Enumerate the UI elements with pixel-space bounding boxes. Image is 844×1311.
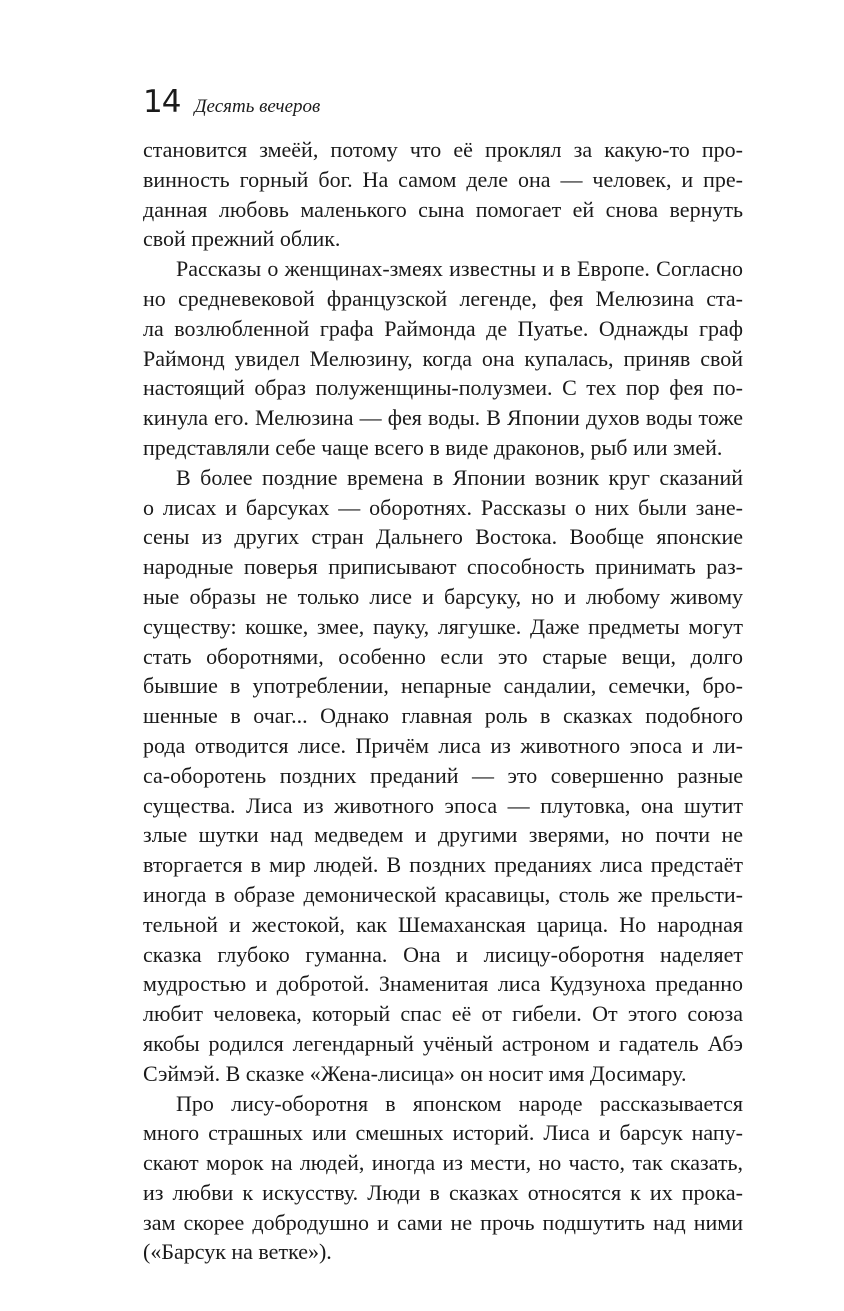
text-line: Раймонд увидел Мелюзину, когда она купалась, приняв свой bbox=[143, 345, 743, 371]
text-line: о лисах и барсуках — оборотнях. Рассказы о них были зане- bbox=[143, 494, 743, 520]
text-line: злые шутки над медведем и другими зверями, но почти не bbox=[143, 822, 743, 848]
text-line: Рассказы о женщинах-змеях известны и в Европе. Согласно bbox=[176, 256, 743, 282]
text-line: скают морок на людей, иногда из мести, но часто, так сказать, bbox=[143, 1150, 743, 1176]
text-line: существу: кошке, змее, пауку, лягушке. Даже предметы могут bbox=[143, 613, 743, 639]
text-line: сены из других стран Дальнего Востока. Вообще японские bbox=[143, 524, 743, 550]
text-line: иногда в образе демонической красавицы, столь же прельсти- bbox=[143, 881, 743, 907]
text-line: винность горный бог. На самом деле она — человек, и пре- bbox=[143, 166, 743, 192]
text-line: кинула его. Мелюзина — фея воды. В Японии духов воды тоже bbox=[143, 405, 743, 431]
text-line: настоящий образ полуженщины-полузмеи. С тех пор фея по- bbox=[143, 375, 743, 401]
running-title: Десять вечеров bbox=[194, 96, 321, 117]
text-line: но средневековой французской легенде, фея Мелюзина ста- bbox=[143, 285, 743, 311]
text-line: ла возлюбленной графа Раймонда де Пуатье. Однажды граф bbox=[143, 315, 743, 341]
paragraph-2 bbox=[143, 254, 743, 463]
text-line: сказка глубоко гуманна. Она и лисицу-оборотня наделяет bbox=[143, 941, 743, 967]
text-line: существа. Лиса из животного эпоса — плутовка, она шутит bbox=[143, 792, 743, 818]
text-line: данная любовь маленького сына помогает ей снова вернуть bbox=[143, 196, 743, 222]
text-line: бывшие в употреблении, непарные сандалии, семечки, бро- bbox=[143, 673, 743, 699]
text-line: Сэймэй. В сказке «Жена-лисица» он носит имя Досимару. bbox=[143, 1060, 687, 1086]
text-line: зам скорее добродушно и сами не прочь подшутить над ними bbox=[143, 1209, 743, 1235]
text-line: представляли себе чаще всего в виде драконов, рыб или змей. bbox=[143, 434, 723, 460]
text-line: шенные в очаг... Однако главная роль в сказках подобного bbox=[143, 703, 743, 729]
body-text bbox=[143, 135, 743, 1267]
paragraph-4 bbox=[143, 1089, 743, 1268]
text-line: вторгается в мир людей. В поздних преданиях лиса предстаёт bbox=[143, 852, 743, 878]
page-number: 14 bbox=[143, 84, 181, 120]
text-line: любит человека, который спас её от гибели. От этого союза bbox=[143, 1001, 743, 1027]
text-line: становится змеёй, потому что её проклял за какую-то про- bbox=[143, 137, 743, 162]
text-line: ные образы не только лисе и барсуку, но и любому живому bbox=[143, 583, 743, 609]
paragraph-1 bbox=[143, 135, 743, 254]
text-line: якобы родился легендарный учёный астроном и гадатель Абэ bbox=[143, 1030, 743, 1056]
text-line: стать оборотнями, особенно если это старые вещи, долго bbox=[143, 643, 743, 669]
text-line: много страшных или смешных историй. Лиса и барсук напу- bbox=[143, 1120, 743, 1146]
text-line: тельной и жестокой, как Шемаханская царица. Но народная bbox=[143, 911, 743, 937]
text-line: са-оборотень поздних преданий — это совершенно разные bbox=[143, 762, 743, 788]
text-line: рода отводится лисе. Причём лиса из животного эпоса и ли- bbox=[143, 732, 743, 758]
text-line: народные поверья приписывают способность принимать раз- bbox=[143, 554, 743, 580]
paragraph-3 bbox=[143, 463, 743, 1089]
page-header bbox=[143, 84, 320, 124]
text-line: мудростью и добротой. Знаменитая лиса Кудзуноха преданно bbox=[143, 971, 743, 997]
text-line: Про лису-оборотня в японском народе рассказывается bbox=[176, 1090, 743, 1116]
text-line: В более поздние времена в Японии возник круг сказаний bbox=[176, 464, 743, 490]
text-line: из любви к искусству. Люди в сказках относятся к их прока- bbox=[143, 1179, 743, 1205]
text-line: («Барсук на ветке»). bbox=[143, 1239, 332, 1265]
text-line: свой прежний облик. bbox=[143, 226, 341, 252]
